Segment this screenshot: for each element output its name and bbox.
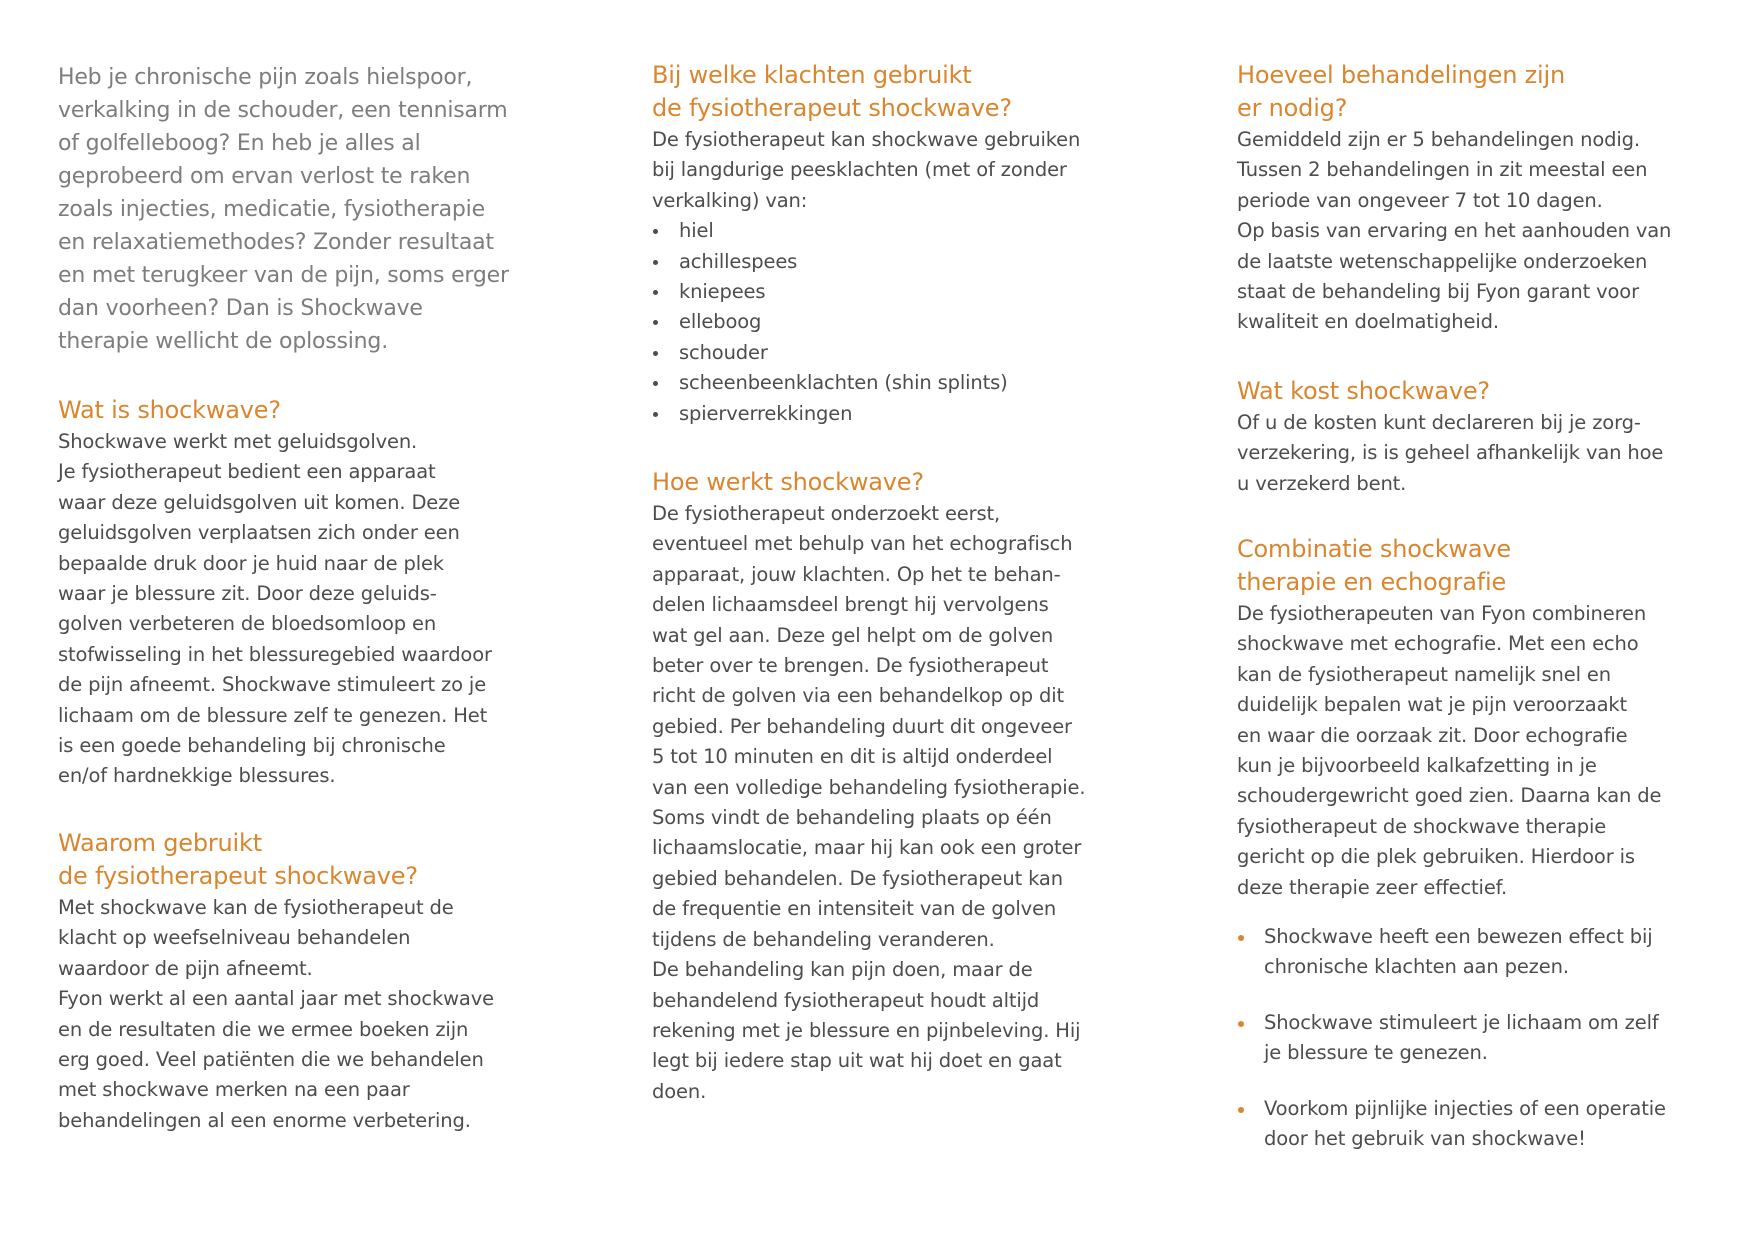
text-line: kun je bijvoorbeeld kalkafzetting in je: [1237, 754, 1597, 778]
text-line: De behandeling kan pijn doen, maar de: [652, 958, 1033, 982]
text-line: en/of hardnekkige blessures.: [58, 764, 336, 788]
text-line: tijdens de behandeling veranderen.: [652, 927, 995, 951]
text-line: stofwisseling in het blessuregebied waardoor: [58, 642, 492, 666]
text-line: de fysiotherapeut shockwave?: [652, 94, 1012, 122]
benefit-item: [1237, 1094, 1754, 1155]
text-line: gebied behandelen. De fysiotherapeut kan: [652, 866, 1063, 890]
section-body: [652, 499, 1085, 1107]
text-line: lichaam om de blessure zelf te genezen. Het: [58, 703, 488, 727]
text-line: waardoor de pijn afneemt.: [58, 956, 313, 980]
benefit-text-line: door het gebruik van shockwave!: [1264, 1127, 1586, 1151]
list-item-label: hiel: [679, 219, 714, 243]
text-line: Heb je chronische pijn zoals hielspoor,: [58, 65, 473, 90]
text-line: waar je blessure zit. Door deze geluids-: [58, 582, 437, 606]
text-line: verkalking in de schouder, een tennisarm: [58, 98, 508, 123]
column-3: [1237, 0, 1754, 1240]
text-line: periode van ongeveer 7 tot 10 dagen.: [1237, 188, 1603, 212]
text-line: er nodig?: [1237, 94, 1348, 122]
bullet-icon: [653, 320, 658, 325]
text-line: geluidsgolven verplaatsen zich onder een: [58, 521, 460, 545]
text-line: gericht op die plek gebruiken. Hierdoor is: [1237, 845, 1635, 869]
text-line: bepaalde druk door je huid naar de plek: [58, 551, 444, 575]
benefit-text-line: Shockwave heeft een bewezen effect bij: [1264, 925, 1653, 948]
text-line: beter over te brengen. De fysiotherapeut: [652, 654, 1049, 678]
text-line: duidelijk bepalen wat je pijn veroorzaakt: [1237, 693, 1628, 717]
text-line: Wat kost shockwave?: [1237, 377, 1490, 405]
section-body: [58, 893, 494, 1136]
orange-bullet-icon: [1238, 1021, 1244, 1027]
orange-bullet-icon: [1238, 1107, 1244, 1113]
text-line: staat de behandeling bij Fyon garant voor: [1237, 280, 1639, 304]
text-line: golven verbeteren de bloedsomloop en: [58, 612, 437, 636]
benefit-text-line: Shockwave stimuleert je lichaam om zelf: [1264, 1010, 1659, 1034]
bullet-icon: [653, 290, 658, 295]
list-item: [652, 216, 1080, 246]
section-heading: [652, 59, 1080, 125]
text-line: dan voorheen? Dan is Shockwave: [58, 296, 423, 321]
section-body: [58, 427, 492, 792]
text-line: Shockwave werkt met geluidsgolven.: [58, 430, 418, 453]
text-line: klacht op weefselniveau behandelen: [58, 926, 411, 950]
text-line: behandelend fysiotherapeut houdt altijd: [652, 988, 1040, 1012]
text-line: shockwave met echografie. Met een echo: [1237, 632, 1639, 656]
text-line: en waar die oorzaak zit. Door echografie: [1237, 723, 1628, 747]
text-line: Gemiddeld zijn er 5 behandelingen nodig.: [1237, 128, 1640, 151]
list-item-label: kniepees: [679, 280, 766, 304]
list-item-label: scheenbeenklachten (shin splints): [679, 371, 1008, 395]
text-line: richt de golven via een behandelkop op dit: [652, 684, 1064, 708]
list-item: [652, 399, 1080, 429]
text-line: bij langdurige peesklachten (met of zonder: [652, 158, 1067, 182]
list-item: [652, 277, 1080, 307]
text-line: de laatste wetenschappelijke onderzoeken: [1237, 249, 1648, 273]
text-line: gebied. Per behandeling duurt dit ongeveer: [652, 714, 1072, 738]
section-hoeveel-behandelingen: [1237, 59, 1671, 338]
column-1: [58, 0, 618, 1240]
text-line: Hoeveel behandelingen zijn: [1237, 61, 1565, 89]
list-item-label: achillespees: [679, 249, 798, 273]
text-line: behandelingen al een enorme verbetering.: [58, 1108, 471, 1132]
section-wat-kost: [1237, 375, 1663, 499]
text-line: Waarom gebruikt: [58, 829, 262, 857]
section-welke-klachten: [652, 59, 1080, 429]
text-line: delen lichaamsdeel brengt hij vervolgens: [652, 593, 1049, 617]
text-line: u verzekerd bent.: [1237, 471, 1407, 495]
text-line: de pijn afneemt. Shockwave stimuleert zo je: [58, 673, 487, 697]
text-line: waar deze geluidsgolven uit komen. Deze: [58, 490, 461, 514]
text-line: verzekering, is is geheel afhankelijk van hoe: [1237, 441, 1664, 465]
benefit-item: [1237, 1008, 1754, 1069]
text-line: met shockwave merken na een paar: [58, 1078, 410, 1102]
section-body: [1237, 125, 1671, 338]
text-line: Op basis van ervaring en het aanhouden van: [1237, 219, 1672, 243]
text-line: Bij welke klachten gebruikt: [652, 61, 972, 89]
text-line: fysiotherapeut de shockwave therapie: [1237, 814, 1607, 838]
text-line: doen.: [652, 1079, 707, 1103]
text-line: therapie wellicht de oplossing.: [58, 329, 388, 354]
text-line: kwaliteit en doelmatigheid.: [1237, 310, 1499, 334]
list-item-label: elleboog: [679, 310, 762, 334]
text-line: De fysiotherapeuten van Fyon combineren: [1237, 602, 1647, 625]
bullet-icon: [653, 381, 658, 386]
text-line: rekening met je blessure en pijnbeleving. Hij: [652, 1018, 1081, 1042]
text-line: wat gel aan. Deze gel helpt om de golven: [652, 623, 1054, 647]
section-body: [1237, 599, 1661, 903]
section-wat-is-shockwave: [58, 394, 492, 792]
section-body: [1237, 408, 1663, 499]
text-line: De fysiotherapeut kan shockwave gebruiken: [652, 128, 1081, 151]
benefit-text-line: Voorkom pijnlijke injecties of een operatie: [1264, 1096, 1666, 1120]
text-line: kan de fysiotherapeut namelijk snel en: [1237, 662, 1611, 686]
text-line: zoals injecties, medicatie, fysiotherapie: [58, 197, 485, 222]
text-line: en de resultaten die we ermee boeken zijn: [58, 1017, 469, 1041]
section-heading: [58, 827, 494, 893]
text-line: Hoe werkt shockwave?: [652, 468, 924, 496]
section-heading: [1237, 375, 1663, 408]
text-line: Combinatie shockwave: [1237, 535, 1511, 563]
text-line: Of u de kosten kunt declareren bij je zorg-: [1237, 411, 1641, 434]
text-line: erg goed. Veel patiënten die we behandelen: [58, 1048, 484, 1072]
benefit-text-line: chronische klachten aan pezen.: [1264, 955, 1569, 979]
text-line: 5 tot 10 minuten en dit is altijd onderdeel: [652, 745, 1053, 769]
benefit-item: [1237, 922, 1754, 983]
section-heading: [1237, 59, 1671, 125]
bullet-icon: [653, 351, 658, 356]
text-line: schoudergewricht goed zien. Daarna kan de: [1237, 784, 1662, 808]
text-line: Soms vindt de behandeling plaats op één: [652, 806, 1052, 830]
text-line: Fyon werkt al een aantal jaar met shockwave: [58, 987, 494, 1011]
section-combinatie: [1237, 533, 1661, 903]
section-waarom-gebruikt: [58, 827, 494, 1136]
orange-bullet-icon: [1238, 935, 1244, 941]
list-item: [652, 307, 1080, 337]
benefits-list: [1237, 922, 1754, 1154]
section-heading: [58, 394, 492, 427]
section-heading: [1237, 533, 1661, 599]
text-line: en relaxatiemethodes? Zonder resultaat: [58, 230, 494, 255]
list-item: [652, 368, 1080, 398]
bullet-icon: [653, 229, 658, 234]
complaints-list: [652, 216, 1080, 429]
text-line: of golfelleboog? En heb je alles al: [58, 131, 421, 156]
benefits-section: [1237, 922, 1754, 1179]
text-line: en met terugkeer van de pijn, soms erger: [58, 263, 509, 288]
text-line: geprobeerd om ervan verlost te raken: [58, 164, 471, 189]
text-line: Wat is shockwave?: [58, 396, 281, 424]
benefit-text-line: je blessure te genezen.: [1264, 1041, 1488, 1065]
text-line: apparaat, jouw klachten. Op het te behan-: [652, 562, 1061, 586]
text-line: Met shockwave kan de fysiotherapeut de: [58, 896, 454, 919]
section-hoe-werkt: [652, 466, 1085, 1107]
list-item-label: schouder: [679, 340, 768, 364]
text-line: eventueel met behulp van het echografisch: [652, 532, 1073, 556]
list-item: [652, 338, 1080, 368]
text-line: deze therapie zeer effectief.: [1237, 875, 1508, 899]
text-line: verkalking) van:: [652, 188, 808, 212]
bullet-icon: [653, 260, 658, 265]
bullet-icon: [653, 412, 658, 417]
text-line: Je fysiotherapeut bedient een apparaat: [58, 460, 436, 484]
text-line: van een volledige behandeling fysiotherapie.: [652, 775, 1086, 799]
text-line: is een goede behandeling bij chronische: [58, 734, 446, 758]
text-line: De fysiotherapeut onderzoekt eerst,: [652, 502, 1001, 525]
text-line: de fysiotherapeut shockwave?: [58, 862, 418, 890]
text-line: de frequentie en intensiteit van de golven: [652, 897, 1057, 921]
list-item-label: spierverrekkingen: [679, 401, 853, 425]
text-line: legt bij iedere stap uit wat hij doet en gaat: [652, 1049, 1062, 1073]
section-heading: [652, 466, 1085, 499]
column-2: [652, 0, 1212, 1240]
intro-paragraph: [58, 61, 509, 358]
text-line: lichaamslocatie, maar hij kan ook een groter: [652, 836, 1082, 860]
text-line: therapie en echografie: [1237, 568, 1507, 596]
section-body: [652, 125, 1080, 216]
text-line: Tussen 2 behandelingen in zit meestal een: [1237, 158, 1648, 182]
list-item: [652, 247, 1080, 277]
